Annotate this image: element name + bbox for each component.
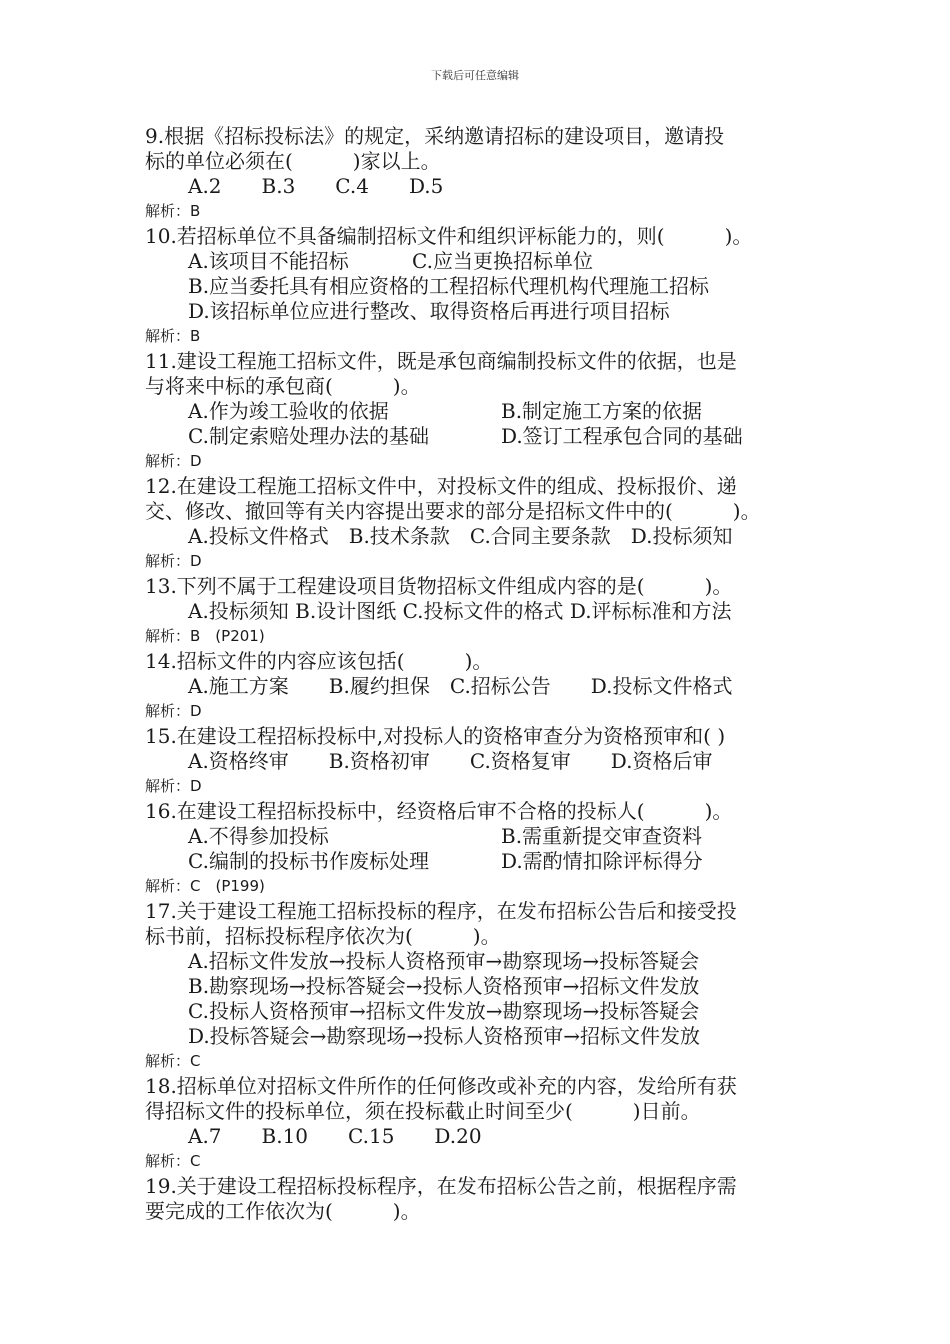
question-stem: 18.招标单位对招标文件所作的任何修改或补充的内容，发给所有获 (145, 1074, 737, 1098)
question-12 (145, 474, 820, 574)
option-a: A.作为竣工验收的依据 (188, 399, 389, 423)
question-stem: 14.招标文件的内容应该包括( )。 (145, 649, 493, 673)
page-header: 下载后可任意编辑 (431, 69, 519, 82)
answer-explanation: 解析：D (145, 777, 202, 795)
question-stem: 12.在建设工程施工招标文件中，对投标文件的组成、投标报价、递 (145, 474, 737, 498)
option-a: A.招标文件发放→投标人资格预审→勘察现场→投标答疑会 (188, 949, 700, 973)
options-line: A.施工方案 B.履约担保 C.招标公告 D.投标文件格式 (188, 674, 733, 698)
option-c: C.编制的投标书作废标处理 (188, 849, 429, 873)
question-17 (145, 899, 820, 1074)
question-stem: 得招标文件的投标单位，须在投标截止时间至少( )日前。 (145, 1099, 701, 1123)
question-14 (145, 649, 820, 724)
option-a: A.该项目不能招标 (188, 249, 349, 273)
question-stem: 19.关于建设工程招标投标程序，在发布招标公告之前，根据程序需 (145, 1174, 737, 1198)
question-stem: 与将来中标的承包商( )。 (145, 374, 421, 398)
answer-explanation: 解析：B (145, 327, 201, 345)
answer-explanation: 解析：B (145, 202, 201, 220)
answer-explanation: 解析：C (P199) (145, 877, 265, 895)
question-stem: 标书前，招标投标程序依次为( )。 (145, 924, 501, 948)
question-stem: 要完成的工作依次为( )。 (145, 1199, 421, 1223)
question-18 (145, 1074, 820, 1174)
options-row (145, 849, 820, 874)
question-stem: 13.下列不属于工程建设项目货物招标文件组成内容的是( )。 (145, 574, 733, 598)
answer-explanation: 解析：C (145, 1152, 201, 1170)
question-list (145, 124, 820, 1224)
question-stem: 10.若招标单位不具备编制招标文件和组织评标能力的，则( )。 (145, 224, 753, 248)
option-d: D.需酌情扣除评标得分 (501, 849, 703, 873)
options-line: A.投标文件格式 B.技术条款 C.合同主要条款 D.投标须知 (188, 524, 733, 548)
question-stem: 9.根据《招标投标法》的规定，采纳邀请招标的建设项目，邀请投 (145, 124, 725, 148)
options-row (145, 824, 820, 849)
option-c: C.制定索赔处理办法的基础 (188, 424, 429, 448)
answer-explanation: 解析：B (P201) (145, 627, 265, 645)
option-c: C.投标人资格预审→招标文件发放→勘察现场→投标答疑会 (188, 999, 700, 1023)
options-line: A.7 B.10 C.15 D.20 (188, 1124, 482, 1148)
option-a: A.不得参加投标 (188, 824, 329, 848)
question-11 (145, 349, 820, 474)
option-b: B.勘察现场→投标答疑会→投标人资格预审→招标文件发放 (188, 974, 700, 998)
option-d: D.签订工程承包合同的基础 (501, 424, 743, 448)
option-b: B.应当委托具有相应资格的工程招标代理机构代理施工招标 (188, 274, 710, 298)
question-stem: 11.建设工程施工招标文件，既是承包商编制投标文件的依据，也是 (145, 349, 737, 373)
options-row (145, 399, 820, 424)
options-line: A.投标须知 B.设计图纸 C.投标文件的格式 D.评标标准和方法 (188, 599, 732, 623)
question-stem: 16.在建设工程招标投标中，经资格后审不合格的投标人( )。 (145, 799, 733, 823)
options-row (145, 249, 820, 274)
question-19 (145, 1174, 820, 1224)
answer-explanation: 解析：C (145, 1052, 201, 1070)
options-line: A.2 B.3 C.4 D.5 (188, 174, 444, 198)
question-15 (145, 724, 820, 799)
option-d: D.该招标单位应进行整改、取得资格后再进行项目招标 (188, 299, 670, 323)
question-stem: 标的单位必须在( )家以上。 (145, 149, 441, 173)
options-line: A.资格终审 B.资格初审 C.资格复审 D.资格后审 (188, 749, 713, 773)
answer-explanation: 解析：D (145, 702, 202, 720)
answer-explanation: 解析：D (145, 552, 202, 570)
option-d: D.投标答疑会→勘察现场→投标人资格预审→招标文件发放 (188, 1024, 700, 1048)
question-16 (145, 799, 820, 899)
answer-explanation: 解析：D (145, 452, 202, 470)
question-stem: 17.关于建设工程施工招标投标的程序，在发布招标公告后和接受投 (145, 899, 737, 923)
question-9 (145, 124, 820, 224)
option-b: B.需重新提交审查资料 (501, 824, 703, 848)
question-10 (145, 224, 820, 349)
option-c: C.应当更换招标单位 (412, 249, 593, 273)
options-row (145, 424, 820, 449)
option-b: B.制定施工方案的依据 (501, 399, 703, 423)
question-13 (145, 574, 820, 649)
question-stem: 交、修改、撤回等有关内容提出要求的部分是招标文件中的( )。 (145, 499, 761, 523)
question-stem: 15.在建设工程招标投标中,对投标人的资格审查分为资格预审和( ) (145, 724, 726, 748)
